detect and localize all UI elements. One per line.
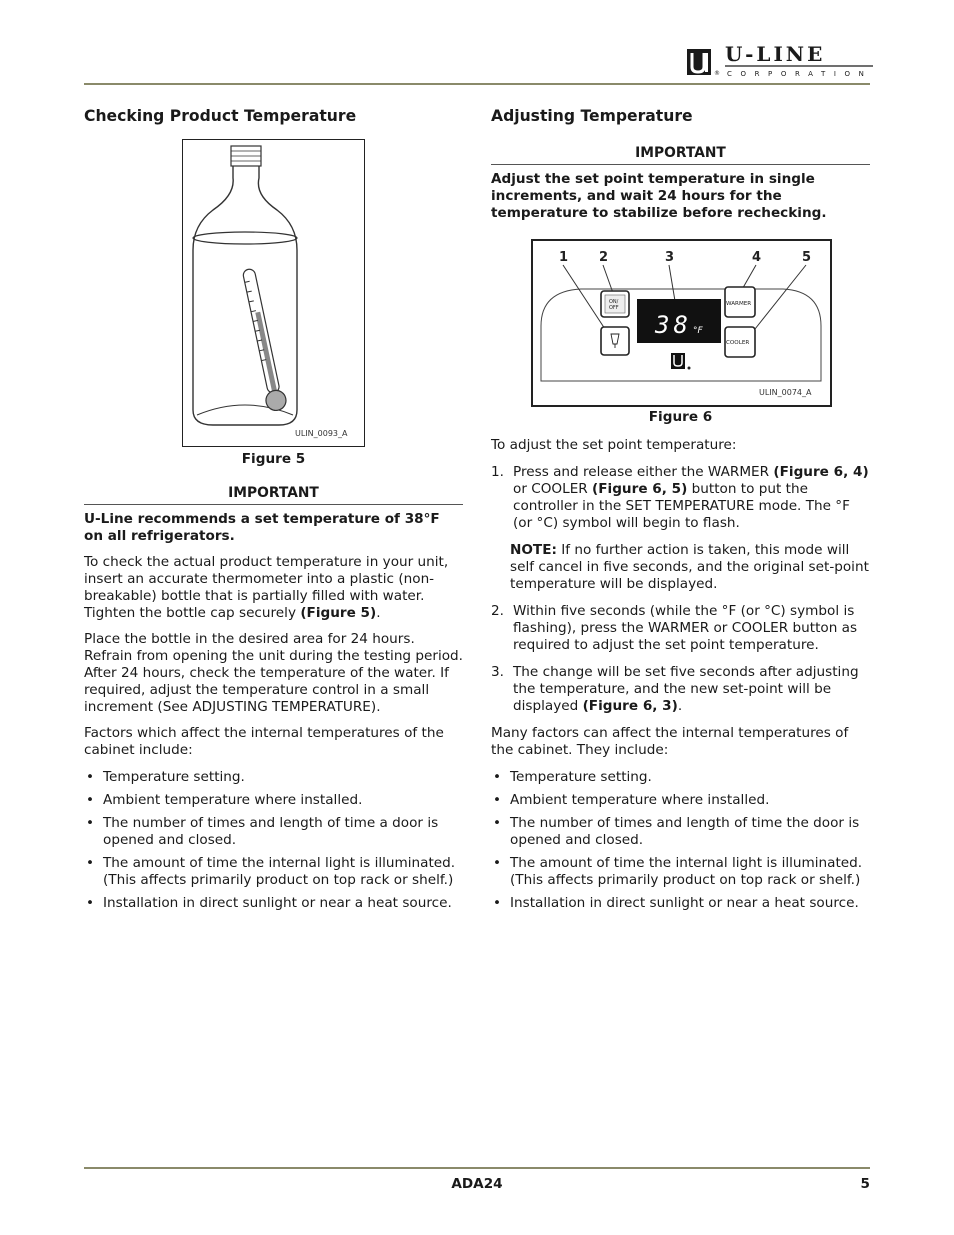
onoff-label-1: ON/: [609, 299, 619, 305]
callout-1: 1: [559, 250, 569, 265]
list-item: • The number of times and length of time a door is opened and closed.: [84, 815, 463, 849]
step-1-text-2: or COOLER: [513, 481, 593, 497]
callout-3: 3: [665, 250, 675, 265]
section-heading-adjusting: Adjusting Temperature: [491, 107, 693, 125]
header-rule: [84, 83, 870, 85]
important-label-right: IMPORTANT: [491, 145, 870, 165]
figure-6-4-ref: (Figure 6, 4): [773, 464, 869, 480]
step-1: [491, 464, 870, 532]
left-column: [84, 105, 464, 911]
list-item: • Ambient temperature where installed.: [491, 792, 870, 809]
bottle-thermometer-illustration: [183, 140, 364, 446]
figure-5-caption: Figure 5: [241, 451, 306, 467]
note-text: If no further action is taken, this mode will self cancel in five seconds, and the original set-point temperature will be displayed.: [510, 542, 869, 592]
important-text-left: U-Line recommends a set temperature of 38°F on all refrigerators.: [84, 511, 440, 544]
para-check-temp: [84, 554, 463, 622]
figure-6-5-ref: (Figure 6, 5): [592, 481, 688, 497]
figure-6-code: ULIN_0074_A: [759, 388, 812, 397]
figure-6-3-ref: (Figure 6, 3): [582, 698, 678, 714]
step-1-text-3: button to put the controller in the SET TEMPERATURE mode. The °F (or °C) symbol will begin to flash.: [513, 481, 850, 531]
footer-rule: [84, 1167, 870, 1169]
step-3: [491, 664, 870, 715]
step-2: [491, 603, 870, 654]
warmer-label: WARMER: [726, 301, 752, 307]
step-1-text-1: Press and release either the WARMER: [513, 464, 774, 480]
page-footer: [84, 1176, 870, 1196]
list-item: • Installation in direct sunlight or near a heat source.: [84, 895, 463, 912]
list-item: • Temperature setting.: [84, 769, 463, 786]
control-panel-illustration: [533, 241, 830, 405]
adjust-steps: [491, 464, 870, 532]
para-check-temp-end: .: [376, 605, 381, 621]
figure-5-ref: (Figure 5): [300, 605, 377, 621]
figure-6-caption: Figure 6: [648, 409, 713, 425]
brand-name: U-LINE: [725, 42, 826, 66]
onoff-label-2: OFF: [609, 305, 619, 311]
note-label: NOTE:: [510, 542, 557, 558]
para-adjust-intro: To adjust the set point temperature:: [491, 437, 737, 453]
display-unit: °F: [693, 326, 703, 336]
list-item: • Ambient temperature where installed.: [84, 792, 463, 809]
para-factors-left: Factors which affect the internal temperatures of the cabinet include:: [84, 725, 444, 758]
step-number: 3.: [491, 664, 504, 680]
list-item: • The amount of time the internal light is illuminated. (This affects primarily product on top rack or shelf.): [491, 855, 870, 889]
page-number: 5: [860, 1176, 870, 1192]
list-item: • The number of times and length of time the door is opened and closed.: [491, 815, 870, 849]
para-check-temp-text: To check the actual product temperature in your unit, insert an accurate thermometer into a plastic (non-breakable) bottle that is partially filled with water. Tighten the bottle cap securely: [84, 554, 449, 621]
figure-6-control-panel: [531, 239, 832, 407]
callout-5: 5: [802, 250, 812, 265]
note-self-cancel: [510, 542, 870, 593]
step-number: 1.: [491, 464, 504, 480]
u-line-logo: [687, 41, 873, 81]
right-column: [491, 105, 870, 911]
section-heading-checking: Checking Product Temperature: [84, 107, 357, 125]
para-factors-right: Many factors can affect the internal temperatures of the cabinet. They include:: [491, 725, 849, 758]
factors-list-left: [84, 769, 463, 912]
figure-5-code: ULIN_0093_A: [295, 429, 348, 438]
cooler-label: COOLER: [726, 340, 750, 346]
step-3-end: .: [677, 698, 683, 714]
adjust-steps-cont: [491, 603, 870, 715]
svg-text:®: ®: [714, 70, 720, 77]
callout-2: 2: [599, 250, 609, 265]
list-item: • Installation in direct sunlight or near a heat source.: [491, 895, 870, 912]
callout-4: 4: [752, 250, 762, 265]
important-label-left: IMPORTANT: [84, 485, 463, 505]
right-body: [491, 437, 870, 918]
list-item: • The amount of time the internal light is illuminated. (This affects primarily product on top rack or shelf.): [84, 855, 463, 889]
brand-sub: CORPORATION: [727, 70, 873, 78]
factors-list-right: [491, 769, 870, 912]
footer-model: ADA24: [451, 1176, 503, 1192]
step-3-text: The change will be set five seconds after adjusting the temperature, and the new set-point will be displayed: [513, 664, 859, 714]
list-item: • Temperature setting.: [491, 769, 870, 786]
u-line-logo-mark: [687, 41, 873, 81]
para-place-bottle: Place the bottle in the desired area for 24 hours. Refrain from opening the unit during the testing period. After 24 hours, check the temperature of the water. If required, adjust the temperature control in a small increment (See ADJUSTING TEMPERATURE).: [84, 631, 464, 715]
step-number: 2.: [491, 603, 504, 619]
step-2-text: Within five seconds (while the °F (or °C) symbol is flashing), press the WARMER or COOLER button as required to adjust the set point temperature.: [513, 603, 858, 653]
important-text-right: Adjust the set point temperature in single increments, and wait 24 hours for the temperature to stabilize before rechecking.: [491, 171, 827, 221]
figure-5-bottle-thermometer: [182, 139, 365, 447]
left-body: [84, 485, 463, 918]
display-value: 38: [655, 311, 692, 339]
